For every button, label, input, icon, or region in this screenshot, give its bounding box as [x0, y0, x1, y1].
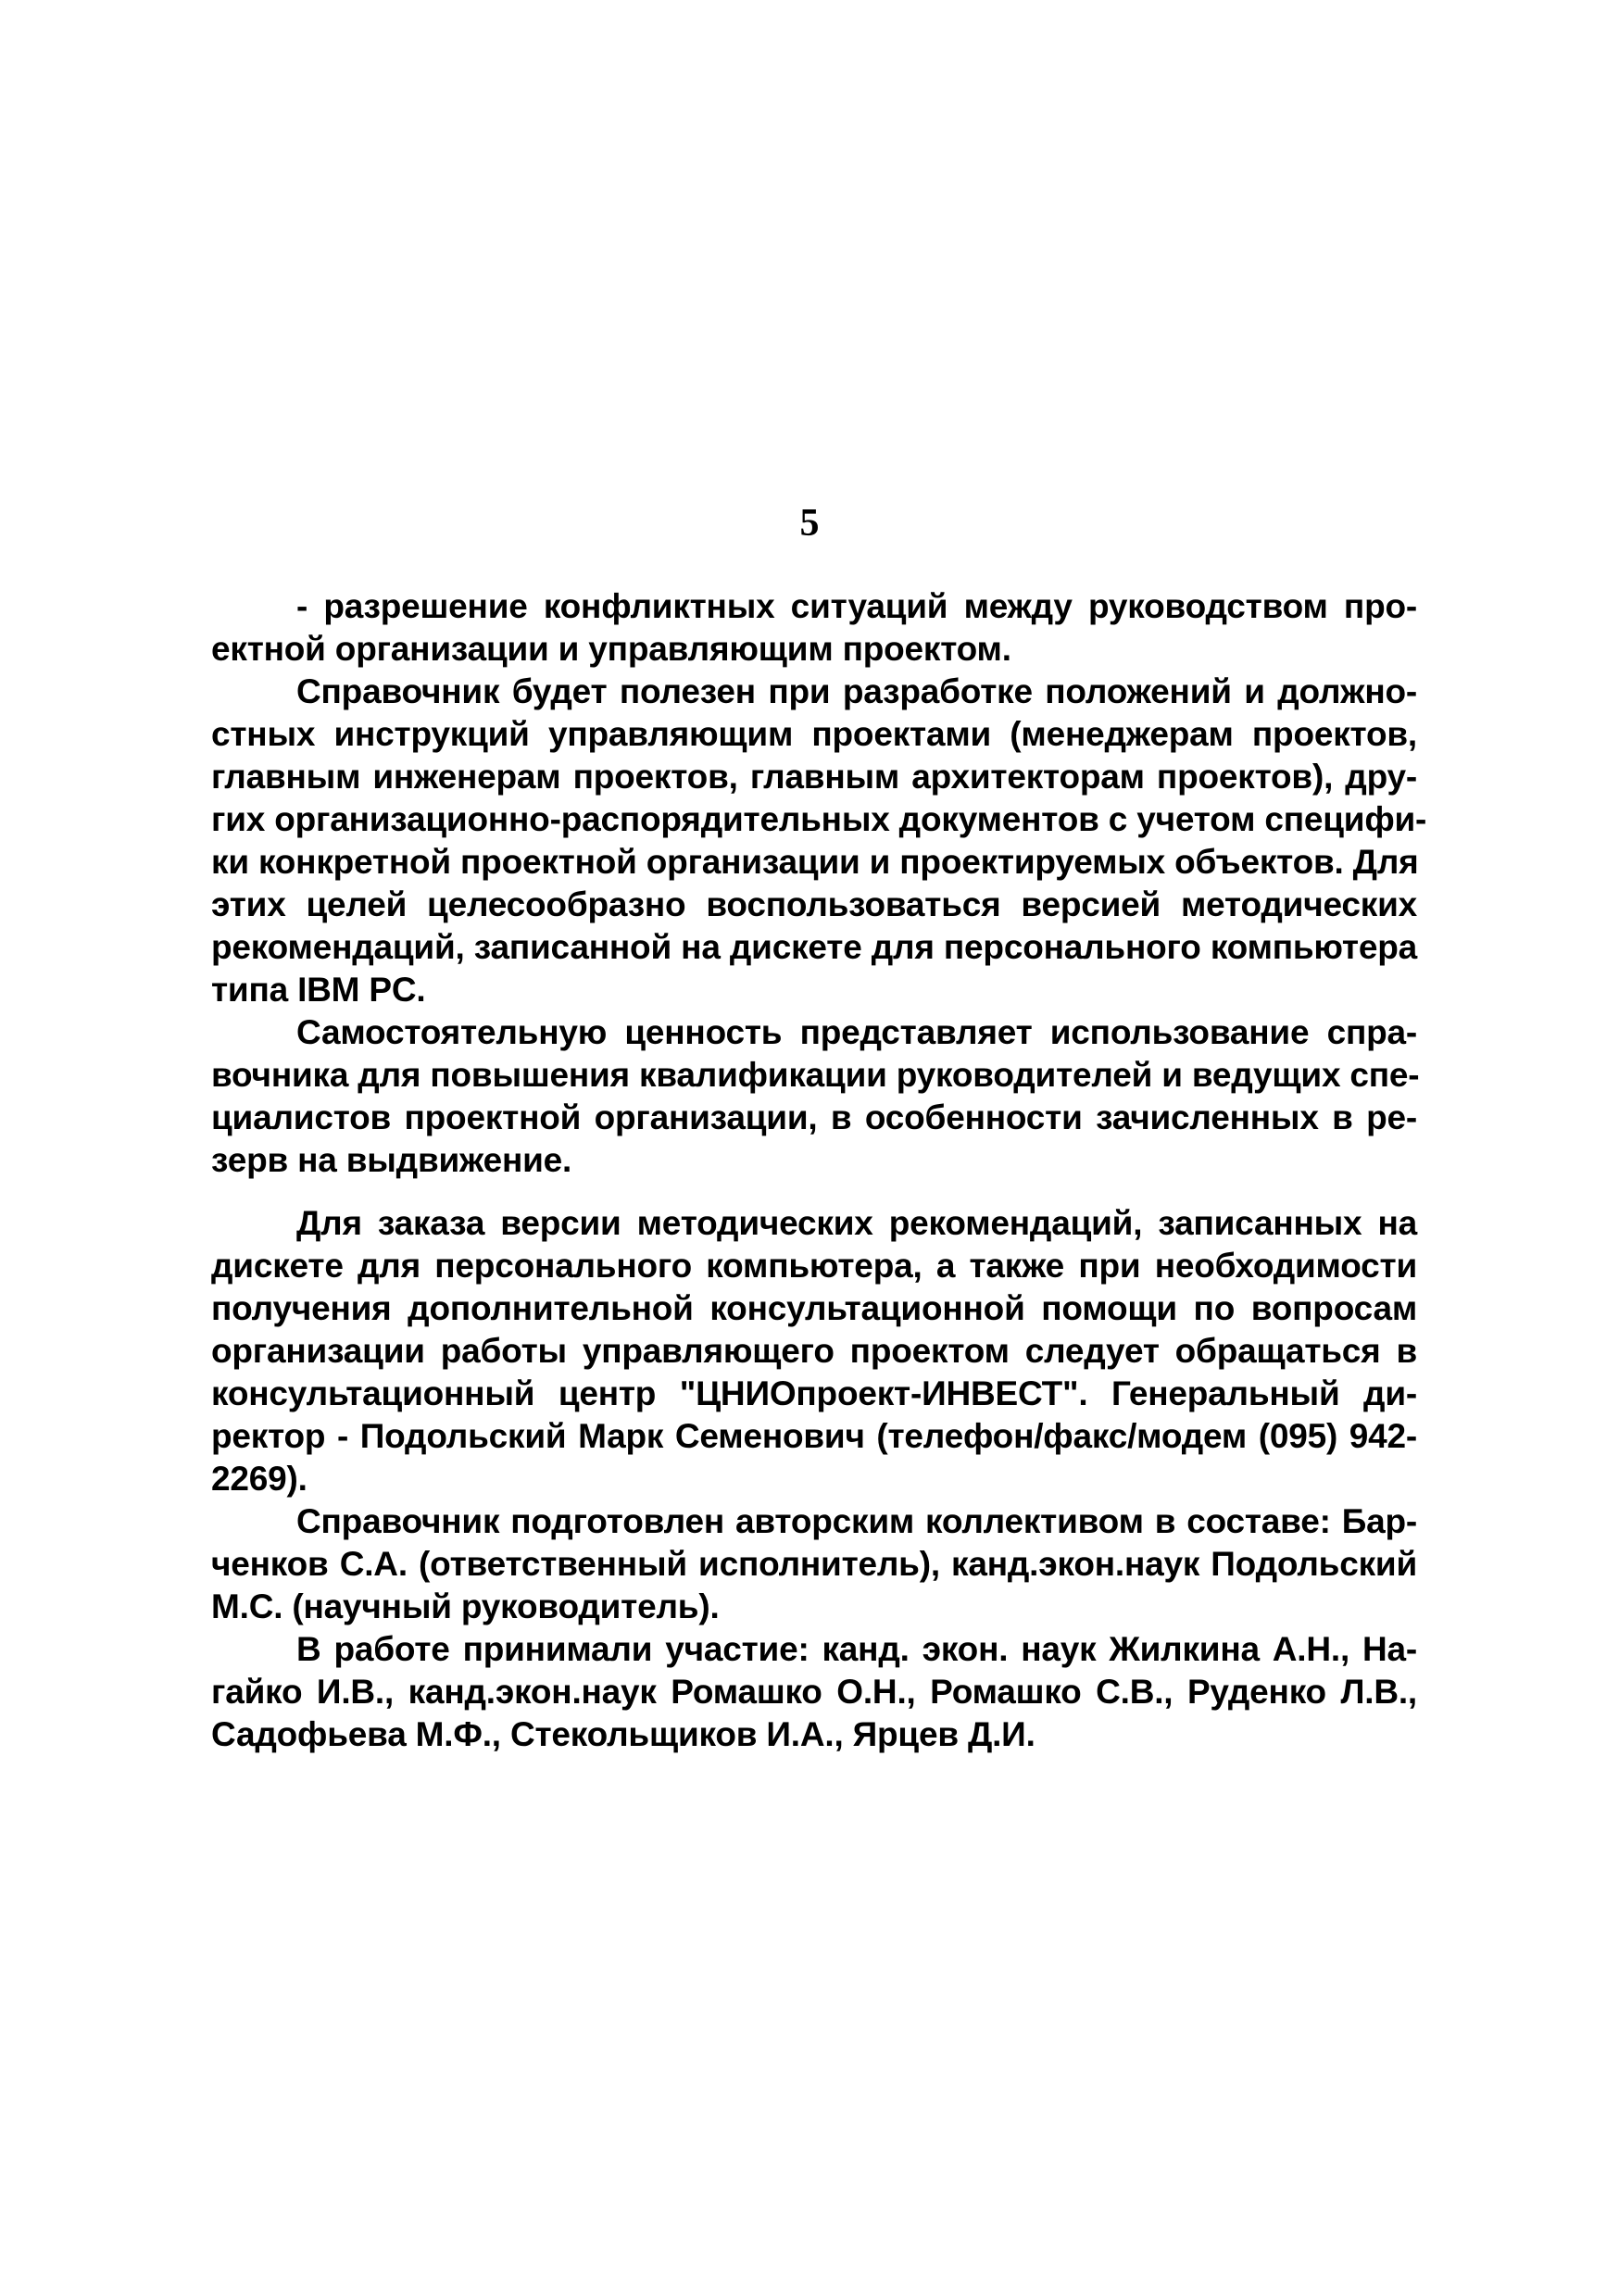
document-body — [211, 585, 1427, 1756]
paragraph — [211, 1011, 1420, 1182]
text-line: 2269). — [211, 1460, 307, 1498]
paragraph — [211, 1500, 1417, 1628]
paragraph — [211, 585, 1417, 671]
text-line: В работе принимали участие: канд. экон. наук Жилкина А.Н., На- — [296, 1630, 1417, 1668]
text-line: гих организационно-распорядительных документов с учетом специфи- — [211, 800, 1427, 838]
text-line: вочника для повышения квалификации руководителей и ведущих спе- — [211, 1056, 1420, 1094]
paragraph-gap — [211, 1182, 1417, 1202]
text-line: зерв на выдвижение. — [211, 1141, 572, 1179]
page-number: 5 — [799, 502, 820, 545]
text-line: консультационный центр "ЦНИОпроект-ИНВЕСТ". Генеральный ди- — [211, 1374, 1417, 1412]
text-line: циалистов проектной организации, в особенности зачисленных в ре- — [211, 1098, 1417, 1136]
text-line: Для заказа версии методических рекомендаций, записанных на — [296, 1204, 1417, 1242]
text-line: дискете для персонального компьютера, а также при необходимости — [211, 1247, 1417, 1285]
text-line: этих целей целесообразно воспользоваться версией методических — [211, 885, 1417, 923]
text-line: главным инженерам проектов, главным архитекторам проектов), дру- — [211, 758, 1417, 796]
text-line: - разрешение конфликтных ситуаций между руководством про- — [296, 587, 1417, 625]
text-line: ректор - Подольский Марк Семенович (телефон/факс/модем (095) 942- — [211, 1417, 1417, 1455]
paragraph — [211, 671, 1427, 1011]
text-line: получения дополнительной консультационной помощи по вопросам — [211, 1289, 1417, 1327]
text-line: Самостоятельную ценность представляет использование спра- — [296, 1013, 1417, 1051]
text-line: организации работы управляющего проектом следует обращаться в — [211, 1332, 1417, 1370]
text-line: М.С. (научный руководитель). — [211, 1587, 720, 1625]
text-line: Садофьева М.Ф., Стекольщиков И.А., Ярцев Д.И. — [211, 1715, 1035, 1753]
text-line: Справочник будет полезен при разработке положений и должно- — [296, 672, 1417, 710]
paragraph — [211, 1202, 1417, 1500]
text-line: стных инструкций управляющим проектами (менеджерам проектов, — [211, 715, 1417, 753]
text-line: рекомендаций, записанной на дискете для персонального компьютера — [211, 928, 1417, 966]
text-line: типа IBM PC. — [211, 971, 426, 1009]
text-line: Справочник подготовлен авторским коллективом в составе: Бар- — [296, 1502, 1417, 1540]
text-line: ектной организации и управляющим проектом. — [211, 630, 1011, 668]
text-line: гайко И.В., канд.экон.наук Ромашко О.Н., Ромашко С.В., Руденко Л.В., — [211, 1673, 1417, 1711]
text-line: ченков С.А. (ответственный исполнитель), канд.экон.наук Подольский — [211, 1545, 1417, 1583]
paragraph — [211, 1628, 1417, 1756]
text-line: ки конкретной проектной организации и проектируемых объектов. Для — [211, 843, 1419, 881]
